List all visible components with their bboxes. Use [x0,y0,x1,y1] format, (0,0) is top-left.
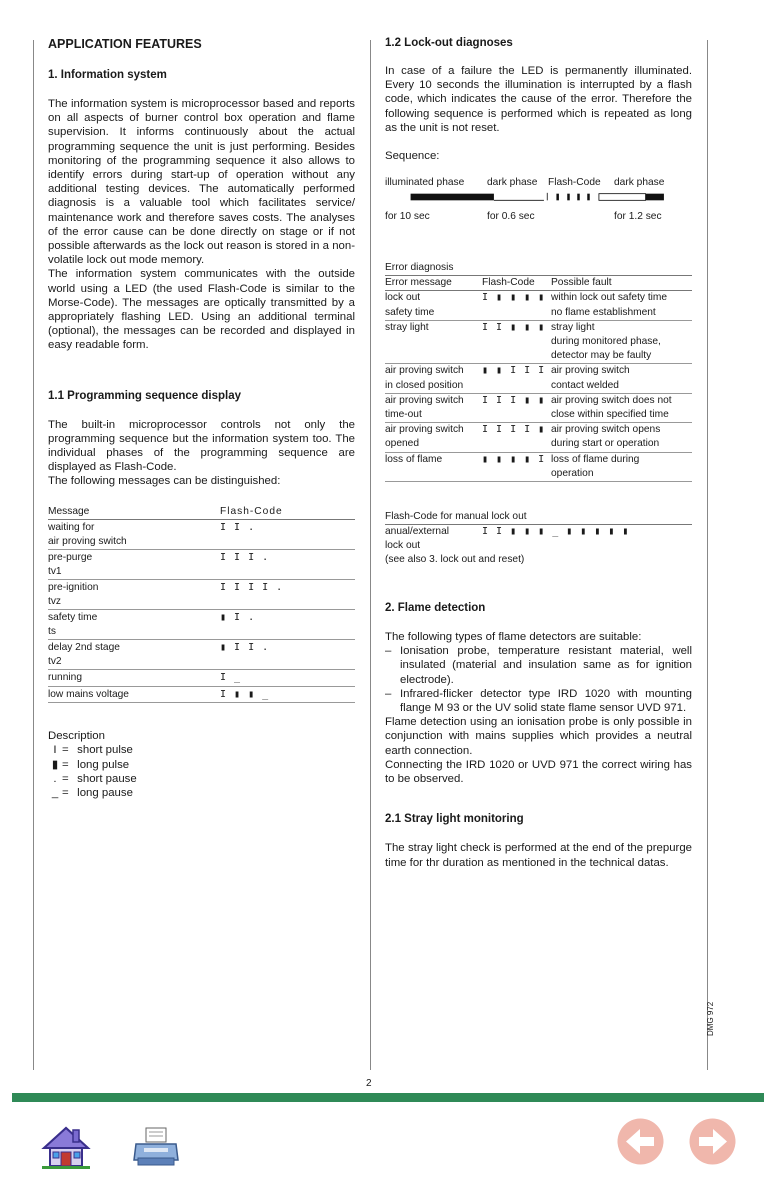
flash-code: I I I I . [220,582,284,594]
message-line: pre-ignition [48,582,99,594]
legend-equals: = [62,786,69,799]
table-header [48,505,355,521]
flash-code: ▮ I I . [220,642,270,654]
legend-symbol: I [53,744,57,757]
header-flash-code: Flash-Code [482,277,535,289]
flash-pulse [577,194,580,201]
paragraph: The following messages can be distinguished: [48,475,281,488]
legend-text: long pause [77,786,133,799]
flash-code: I I I I ▮ [482,424,546,436]
error-message: air proving switch [385,365,464,377]
paragraph: Flame detection using an ionisation probe is only possible in conjunction with mains supplies which provides a neutral earth connection. [385,716,692,757]
manual-lockout-row [385,525,692,539]
legend-symbol: _ [51,786,59,799]
paragraph: Connecting the IRD 1020 or UVD 971 the correct wiring has to be observed. [385,758,692,786]
table-row [385,453,692,482]
sequence-title: Sequence: [385,150,440,163]
manual-lockout-title: Flash-Code for manual lock out [385,510,692,525]
legend-text: short pulse [77,744,133,757]
table-header [385,275,692,291]
sequence-diagram [385,192,692,202]
illuminated-phase-bar-2 [646,194,664,201]
table-row [48,580,355,610]
legend-equals: = [62,758,69,771]
flash-code: I ▮ ▮ ▮ ▮ [482,292,546,304]
dark-phase-box [599,194,646,201]
message-line: ts [48,625,56,637]
flash-code: I ▮ ▮ _ [220,688,270,700]
flash-pulse [567,194,570,201]
fault-text: within lock out safety time [551,292,668,304]
flash-pulse [556,194,559,201]
table-row [48,520,355,550]
table-row [385,291,692,320]
fault-text: during start or operation [551,438,660,450]
flash-code: I I I ▮ ▮ [482,394,546,406]
right-column [385,36,692,870]
header-flash-code: Flash-Code [220,505,283,517]
table-row [385,423,692,452]
home-icon[interactable] [40,1124,92,1170]
flash-code: ▮ ▮ ▮ ▮ I [482,453,546,465]
fault-text: operation [551,467,594,479]
table-row [48,687,355,704]
legend-item [48,786,355,800]
error-table [385,275,692,482]
list-item: – Ionisation probe, temperature resistant material, well insulated (material and insulation same as for ignition electrode). [385,645,692,686]
seq-time: for 1.2 sec [614,211,662,223]
fault-text: during monitored phase, [551,336,661,348]
legend-text: short pause [77,772,137,785]
flash-code: I I ▮ ▮ ▮ [482,321,546,333]
message-line: waiting for [48,522,95,534]
section-heading-programming-sequence: 1.1 Programming sequence display [48,389,242,402]
fault-text: air proving switch does not [551,394,672,406]
message-line: pre-purge [48,552,93,564]
paragraph: The stray light check is performed at the end of the prepurge time for thr duration as mentioned in the technical datas. [385,842,692,869]
error-message: in closed position [385,379,464,391]
error-message: lock out [385,292,421,304]
fault-text: detector may be faulty [551,350,652,362]
message-line: delay 2nd stage [48,642,120,654]
manual-lockout-label: lock out [385,540,421,552]
table-row [385,364,692,393]
table-row [48,640,355,670]
legend-text: long pulse [77,758,130,771]
document-code: DMG 972 [706,1001,715,1036]
center-column-rule [370,40,371,1070]
flash-code: ▮ I . [220,612,256,624]
seq-label-dark-2: dark phase [614,177,665,189]
legend-symbol: ▮ [51,758,59,771]
printer-icon[interactable] [132,1126,180,1168]
message-line: tv1 [48,565,62,577]
header-message: Message [48,505,90,517]
footer-bar [12,1093,764,1102]
header-error-message: Error message [385,277,452,289]
fault-text: no flame establishment [551,306,656,318]
fault-text: close within specified time [551,409,669,421]
legend-equals: = [62,744,69,757]
left-column-rule [33,40,34,1070]
fault-text: contact welded [551,379,619,391]
fault-text: stray light [551,321,595,333]
error-message: safety time [385,306,435,318]
seq-label-flash-code: Flash-Code [548,177,601,189]
message-line: air proving switch [48,535,127,547]
message-line: tvz [48,595,62,607]
message-line: running [48,672,82,684]
list-item-text: Ionisation probe, temperature resistant material, well insulated (material and insulation same as for ignition electrode). [400,645,692,686]
flash-pulse [587,194,590,201]
table-row [48,550,355,580]
error-message: air proving switch [385,424,464,436]
arrow-left-icon[interactable] [616,1117,665,1166]
flash-code: I I . [220,522,256,534]
table-row [48,610,355,640]
table-row [48,670,355,687]
seq-time: for 0.6 sec [487,211,535,223]
table-row [385,321,692,365]
legend-equals: = [62,772,69,785]
arrow-right-icon[interactable] [688,1117,737,1166]
fault-text: air proving switch [551,365,630,377]
paragraph: The information system communicates with the outside world using a LED (the used Flash-Code is similar to the Morse-Code). The messages are optically transmitted by a appropriately flashing LED. Using an additional terminal (optional), the messages can be recorded and displayed in easy readable form. [48,268,355,352]
message-line: low mains voltage [48,688,129,700]
error-message: loss of flame [385,453,443,465]
right-column-rule [707,40,708,1070]
manual-lockout-label: anual/external [385,526,450,538]
sequence-times [385,211,692,225]
seq-time: for 10 sec [385,211,430,223]
flash-code: I _ [220,672,242,684]
manual-lockout-note: (see also 3. lock out and reset) [385,554,525,566]
paragraph: The following types of flame detectors are suitable: [385,631,642,644]
legend-item [48,743,355,757]
paragraph: The built-in microprocessor controls not only the programming sequence but the information system too. The individual phases of the programming sequence are displayed as Flash-Code. [48,418,355,474]
legend-symbol: . [53,772,57,785]
error-message: time-out [385,409,422,421]
illuminated-phase-bar [411,194,494,201]
error-message: stray light [385,321,429,333]
section-heading-flame-detection: 2. Flame detection [385,602,486,615]
flash-code: I I I . [220,552,270,564]
paragraph: The information system is microprocessor based and reports on all aspects of burner control box operation and flame supervision. It informs continuously about the actual programming sequence the unit is just performing. Besides monitoring of the programming sequence it also allows to identify errors during start-up of operation without any additional testing devices. The automatically performed diagnosis is a valuable tool which facilitates service/ maintenance work and therefore saves costs. The analyses of the error cause can be done directly on stage or if not possible afterwards as the lock out reason is stored in a non-volatile lock out mode memory. [48,98,355,267]
error-message: air proving switch [385,394,464,406]
message-line: tv2 [48,655,62,667]
detector-list [385,644,692,715]
message-table [48,505,355,704]
flash-code: I I ▮ ▮ ▮ _ ▮ ▮ ▮ ▮ ▮ [482,526,630,538]
error-diagnosis-title: Error diagnosis [385,262,454,274]
page-number: 2 [366,1078,372,1089]
fault-text: loss of flame during [551,453,640,465]
flash-code: ▮ ▮ I I I [482,365,546,377]
table-row [385,394,692,423]
list-item-text: Infrared-flicker detector type IRD 1020 with mounting flange M 93 or the UV solid state flame sensor UVD 971. [400,687,692,715]
message-line: safety time [48,612,98,624]
error-message: opened [385,438,419,450]
section-heading-information-system: 1. Information system [48,69,167,81]
sequence-labels [385,177,692,191]
legend-item [48,758,355,772]
header-possible-fault: Possible fault [551,277,612,289]
fault-text: air proving switch opens [551,424,661,436]
left-column [48,36,355,800]
paragraph: In case of a failure the LED is permanently illuminated. Every 10 seconds the illumination is interrupted by a flash code, which indicates the cause of the error. Therefore the following sequence is performed which is repeated as long as the unit is not reset. [385,65,692,134]
legend-description [48,729,355,800]
seq-label-dark: dark phase [487,177,538,189]
legend-item [48,772,355,786]
seq-label-illuminated: illuminated phase [385,177,465,189]
section-heading-lockout-diagnoses: 1.2 Lock-out diagnoses [385,37,513,49]
section-heading-stray-light: 2.1 Stray light monitoring [385,813,524,826]
page-title: APPLICATION FEATURES [48,37,202,51]
list-item: – Infrared-flicker detector type IRD 1020 with mounting flange M 93 or the UV solid state flame sensor UVD 971. [385,687,692,715]
legend-title: Description [48,730,105,743]
